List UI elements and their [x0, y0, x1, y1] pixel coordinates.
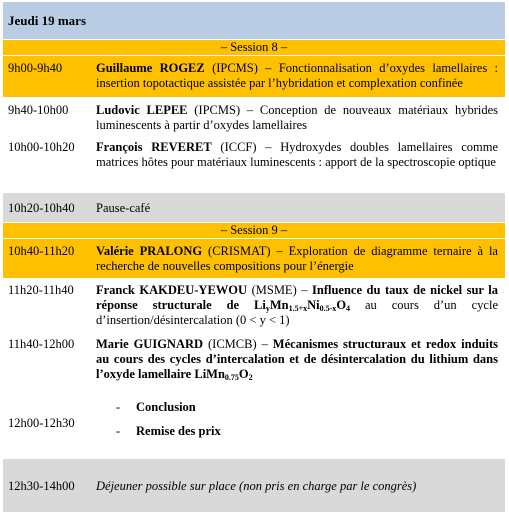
title-text: Influence du taux de nickel sur la réponse structurale de Li	[96, 283, 498, 312]
talk-time: 9h00-9h40	[8, 61, 63, 75]
speaker-affiliation: (ICMCB) –	[203, 337, 273, 351]
speaker-affiliation: (IPCMS) –	[187, 103, 260, 117]
talk-row-lepee	[3, 98, 505, 136]
closing-time: 12h00-12h30	[8, 416, 75, 430]
closing-item-conclusion	[116, 400, 196, 415]
talk-row-rogez	[3, 56, 505, 98]
lunch-row	[3, 459, 505, 513]
talk-title: Hydroxydes doubles lamellaires comme matrices hôtes pour matériaux luminescents : apport de la spectroscopie optique	[96, 140, 498, 169]
formula-sub: 4	[346, 304, 351, 313]
talk-time: 10h40-11h20	[8, 244, 75, 258]
talk-row-reveret	[3, 136, 505, 193]
formula-text: O	[238, 367, 249, 381]
formula-text: Mn	[269, 298, 289, 312]
talk-title: Conception de nouveaux matériaux hybrides luminescents à partir d’oxydes lamellaires	[96, 103, 499, 132]
day-title: Jeudi 19 mars	[8, 13, 86, 28]
talk-title: Exploration de diagramme ternaire à la recherche de nouvelles compositions pour l’énergie	[96, 244, 498, 273]
title-text: Mécanismes structuraux et redox induits au cours des cycles d’intercalation et de désintercalation du lithium dans l’oxyde lamellaire LiMn	[96, 337, 498, 381]
lunch-label: Déjeuner possible sur place (non pris en charge par le congrès)	[96, 479, 417, 493]
formula-sub: 2	[248, 373, 253, 382]
closing-item-label: Conclusion	[136, 400, 196, 414]
session-9-label: – Session 9 –	[220, 223, 288, 237]
speaker-affiliation: (CRISMAT) –	[202, 244, 289, 258]
speaker-name: Marie GUIGNARD	[96, 337, 204, 351]
session-8-header	[3, 40, 505, 56]
session-8-label: – Session 8 –	[220, 40, 288, 54]
speaker-affiliation: (ICCF) –	[211, 140, 281, 154]
title-text: au cours d’un cycle d’insertion/désintercalation (0 < y < 1)	[96, 298, 498, 327]
lunch-time: 12h30-14h00	[8, 479, 75, 493]
closing-item-awards	[116, 424, 221, 439]
session-9-header	[3, 223, 505, 239]
speaker-name: François REVERET	[96, 140, 212, 154]
speaker-name: Valérie PRALONG	[96, 244, 203, 258]
talk-description	[96, 140, 498, 170]
closing-row	[3, 389, 505, 459]
talk-time: 11h40-12h00	[8, 337, 75, 351]
talk-description	[96, 103, 498, 133]
speaker-name: Guillaume ROGEZ	[96, 61, 205, 75]
talk-description	[96, 244, 498, 274]
talk-description	[96, 61, 498, 91]
schedule-table	[3, 2, 505, 513]
break-time: 10h20-10h40	[8, 201, 75, 215]
talk-row-pralong	[3, 239, 505, 279]
formula-sub: 0.5-x	[319, 304, 337, 313]
talk-row-kakdeu-yewou	[3, 279, 505, 333]
break-label: Pause-café	[96, 201, 151, 215]
closing-item-label: Remise des prix	[136, 424, 221, 438]
coffee-break-row	[3, 193, 505, 223]
talk-row-guignard	[3, 333, 505, 389]
speaker-name: Franck KAKDEU-YEWOU	[96, 283, 248, 297]
talk-description	[96, 283, 498, 328]
formula-sub: y	[265, 304, 270, 313]
speaker-affiliation: (IPCMS) –	[204, 61, 279, 75]
bullet-dash: -	[116, 424, 121, 438]
speaker-name: Ludovic LEPEE	[96, 103, 188, 117]
talk-time: 10h00-10h20	[8, 140, 75, 154]
talk-description	[96, 337, 498, 382]
formula-sub: 1.5+x	[288, 304, 308, 313]
formula-text: Ni	[307, 298, 320, 312]
day-header	[3, 2, 505, 40]
bullet-dash: -	[116, 400, 121, 414]
talk-title: Fonctionnalisation d’oxydes lamellaires : insertion topotactique assistée par l’hybridation et complexation confinée	[96, 61, 498, 90]
talk-time: 11h20-11h40	[8, 283, 74, 297]
speaker-affiliation: (MSME) –	[247, 283, 313, 297]
formula-text: O	[336, 298, 347, 312]
formula-sub: 0.75	[224, 373, 239, 382]
talk-time: 9h40-10h00	[8, 103, 69, 117]
